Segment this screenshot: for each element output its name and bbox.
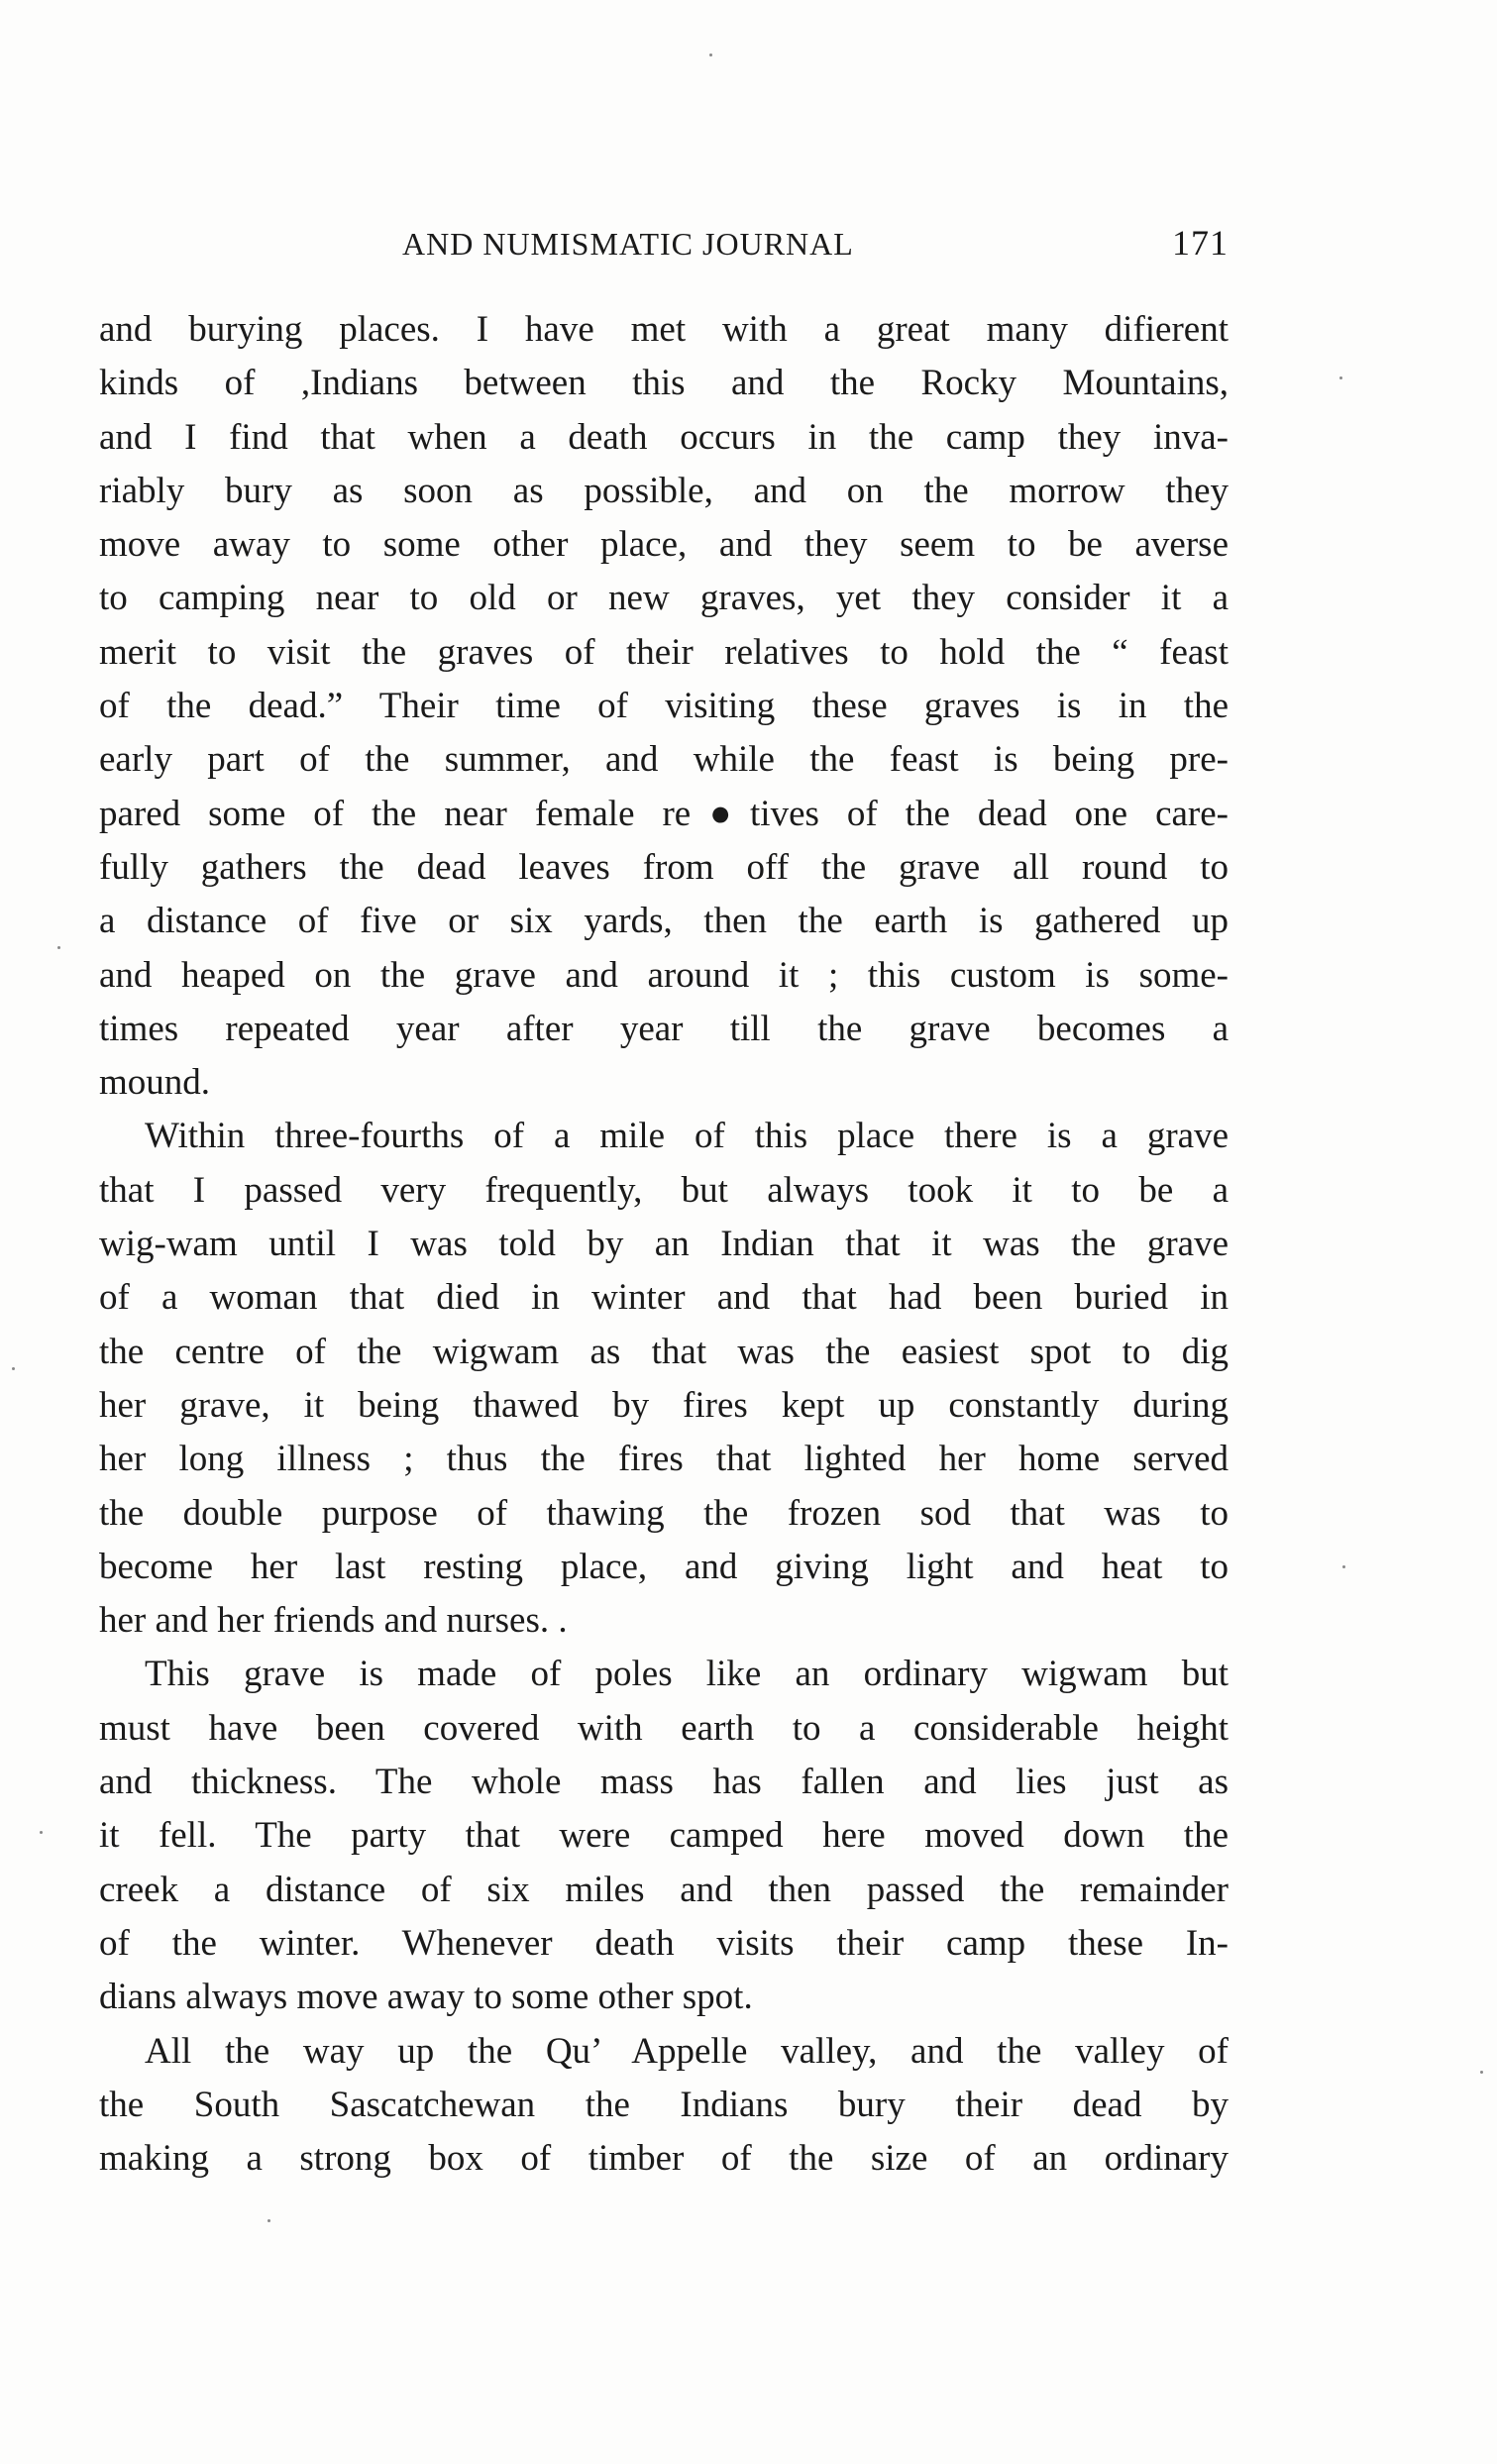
text-line: mound.	[99, 1062, 211, 1104]
paper-speck	[709, 54, 712, 56]
text-line: Within three-fourths of a mile of this place there is a grave	[145, 1116, 1229, 1157]
text-line: of the dead.” Their time of visiting these graves is in the	[99, 686, 1229, 727]
text-line: creek a distance of six miles and then passed the remainder	[99, 1869, 1229, 1910]
text-line: the double purpose of thawing the frozen sod that was to	[99, 1492, 1229, 1534]
text-line: to camping near to old or new graves, yet they consider it a	[99, 578, 1229, 619]
text-line: of a woman that died in winter and that had been buried in	[99, 1277, 1229, 1319]
text-line: riably bury as soon as possible, and on the morrow they	[99, 470, 1229, 511]
text-line: the centre of the wigwam as that was the easiest spot to dig	[99, 1331, 1229, 1372]
body-text	[99, 303, 1229, 2186]
text-line: of the winter. Whenever death visits their camp these In-	[99, 1922, 1229, 1964]
text-line: dians always move away to some other spot.	[99, 1977, 753, 2018]
paper-speck	[1342, 1565, 1345, 1568]
text-line: fully gathers the dead leaves from off the grave all round to	[99, 846, 1229, 888]
paper-speck	[1480, 2071, 1483, 2074]
paper-speck	[12, 1367, 15, 1370]
text-line: the South Sascatchewan the Indians bury their dead by	[99, 2084, 1229, 2125]
text-line: her grave, it being thawed by fires kept up constantly during	[99, 1384, 1229, 1426]
text-line: it fell. The party that were camped here moved down the	[99, 1815, 1229, 1857]
paper-speck	[40, 1831, 43, 1834]
text-line: times repeated year after year till the grave becomes a	[99, 1008, 1229, 1049]
text-line: must have been covered with earth to a considerable height	[99, 1707, 1229, 1749]
text-line: and thickness. The whole mass has fallen and lies just as	[99, 1762, 1229, 1803]
text-line: All the way up the Qu’ Appelle valley, and the valley of	[145, 2030, 1229, 2072]
page-number: 171	[1172, 223, 1229, 263]
text-line: pared some of the near female re●tives of the dead one care-	[99, 793, 1229, 834]
text-line: her and her friends and nurses. .	[99, 1600, 568, 1642]
text-line: and I find that when a death occurs in the camp they inva-	[99, 416, 1229, 458]
text-line: kinds of ,Indians between this and the Rocky Mountains,	[99, 363, 1229, 404]
journal-title: AND NUMISMATIC JOURNAL	[402, 226, 854, 262]
paper-speck	[267, 2219, 270, 2222]
running-head	[99, 223, 1229, 275]
paper-speck	[57, 946, 60, 949]
text-line: and burying places. I have met with a great many difierent	[99, 309, 1229, 350]
text-line: that I passed very frequently, but always took it to be a	[99, 1169, 1229, 1211]
text-line: wig-wam until I was told by an Indian that it was the grave	[99, 1224, 1229, 1265]
text-line: become her last resting place, and giving light and heat to	[99, 1546, 1229, 1587]
text-line: and heaped on the grave and around it ; this custom is some-	[99, 954, 1229, 996]
text-line: a distance of five or six yards, then the earth is gathered up	[99, 901, 1229, 942]
text-line: move away to some other place, and they seem to be averse	[99, 524, 1229, 566]
text-line: early part of the summer, and while the feast is being pre-	[99, 739, 1229, 781]
paper-speck	[1339, 376, 1342, 379]
text-line: making a strong box of timber of the size of an ordinary	[99, 2138, 1229, 2180]
text-line: This grave is made of poles like an ordinary wigwam but	[145, 1654, 1229, 1695]
text-line: merit to visit the graves of their relatives to hold the “ feast	[99, 631, 1229, 673]
text-line: her long illness ; thus the fires that lighted her home served	[99, 1439, 1229, 1480]
